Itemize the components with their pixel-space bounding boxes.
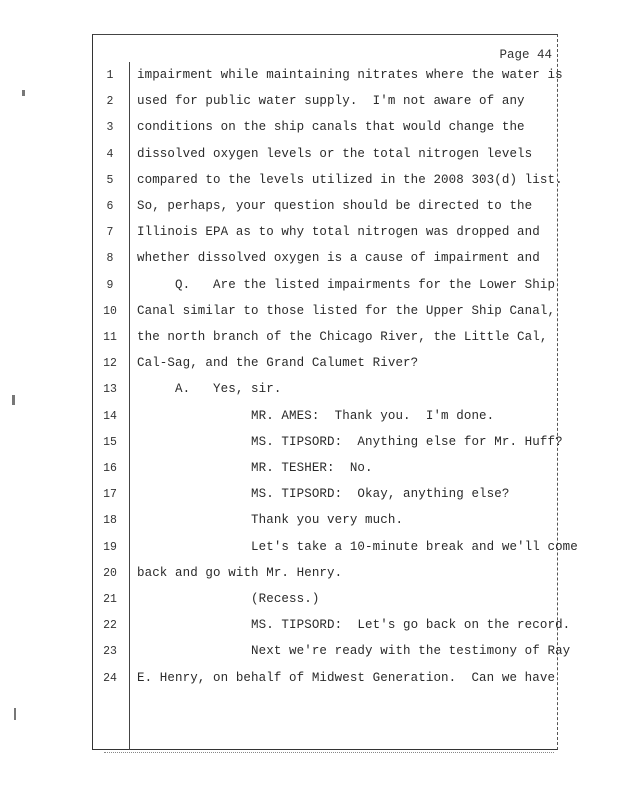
line-number: 24	[103, 671, 117, 685]
transcript-line: MR. AMES: Thank you. I'm done.	[137, 408, 495, 423]
line-number: 4	[106, 147, 114, 161]
line-number: 19	[103, 540, 117, 554]
footer-scan-noise	[104, 752, 554, 756]
transcript-line: Canal similar to those listed for the Upper Ship Canal,	[137, 303, 556, 318]
line-number: 13	[103, 383, 117, 397]
transcript-line: impairment while maintaining nitrates where the water is	[137, 68, 563, 82]
scan-speck	[14, 708, 16, 720]
transcript-line: used for public water supply. I'm not aware of any	[137, 94, 525, 109]
transcript-line: MS. TIPSORD: Okay, anything else?	[137, 487, 510, 502]
transcript-line: (Recess.)	[137, 592, 320, 606]
transcript-line: MR. TESHER: No.	[137, 461, 373, 475]
transcript-line: E. Henry, on behalf of Midwest Generation. Can we have	[137, 670, 556, 685]
page-number: Page 44	[499, 48, 552, 62]
line-number: 20	[103, 566, 117, 580]
transcript-line: compared to the levels utilized in the 2008 303(d) list.	[137, 172, 563, 187]
transcript-line: back and go with Mr. Henry.	[137, 565, 343, 580]
scan-speck	[22, 90, 25, 96]
line-number: 23	[103, 645, 117, 659]
line-number-margin-rule	[129, 62, 130, 750]
transcript-line: Illinois EPA as to why total nitrogen was dropped and	[137, 225, 540, 240]
line-number: 21	[103, 593, 117, 606]
line-number: 5	[106, 173, 114, 187]
line-number: 10	[103, 304, 117, 318]
line-number: 6	[106, 200, 114, 213]
line-number: 2	[106, 95, 114, 109]
transcript-line: the north branch of the Chicago River, the Little Cal,	[137, 330, 548, 344]
scan-speck	[12, 395, 15, 405]
transcript-line: Let's take a 10-minute break and we'll come	[137, 539, 578, 554]
line-number: 11	[103, 331, 117, 344]
transcript-line: whether dissolved oxygen is a cause of impairment and	[137, 251, 540, 266]
line-number: 16	[103, 462, 117, 475]
transcript-line: MS. TIPSORD: Let's go back on the record.	[137, 618, 571, 633]
transcript-line: conditions on the ship canals that would change the	[137, 120, 525, 135]
line-number: 15	[103, 435, 117, 449]
line-number: 1	[106, 69, 114, 82]
transcript-line: Q. Are the listed impairments for the Lower Ship	[137, 277, 556, 292]
transcript-line: A. Yes, sir.	[137, 382, 282, 397]
line-number: 12	[103, 357, 117, 371]
transcript-line: dissolved oxygen levels or the total nitrogen levels	[137, 146, 533, 161]
transcript-line: Next we're ready with the testimony of Ray	[137, 644, 571, 659]
transcript-line: So, perhaps, your question should be directed to the	[137, 199, 533, 213]
transcript-line: Thank you very much.	[137, 513, 404, 528]
line-number: 3	[106, 121, 114, 135]
line-number: 22	[103, 619, 117, 633]
line-number: 8	[106, 252, 114, 266]
transcript-line: Cal-Sag, and the Grand Calumet River?	[137, 356, 419, 371]
line-number: 14	[103, 409, 117, 423]
line-number: 9	[106, 278, 114, 292]
line-number: 18	[103, 514, 117, 528]
line-number: 7	[106, 226, 114, 240]
line-number: 17	[103, 488, 117, 502]
transcript-line: MS. TIPSORD: Anything else for Mr. Huff?	[137, 434, 563, 449]
